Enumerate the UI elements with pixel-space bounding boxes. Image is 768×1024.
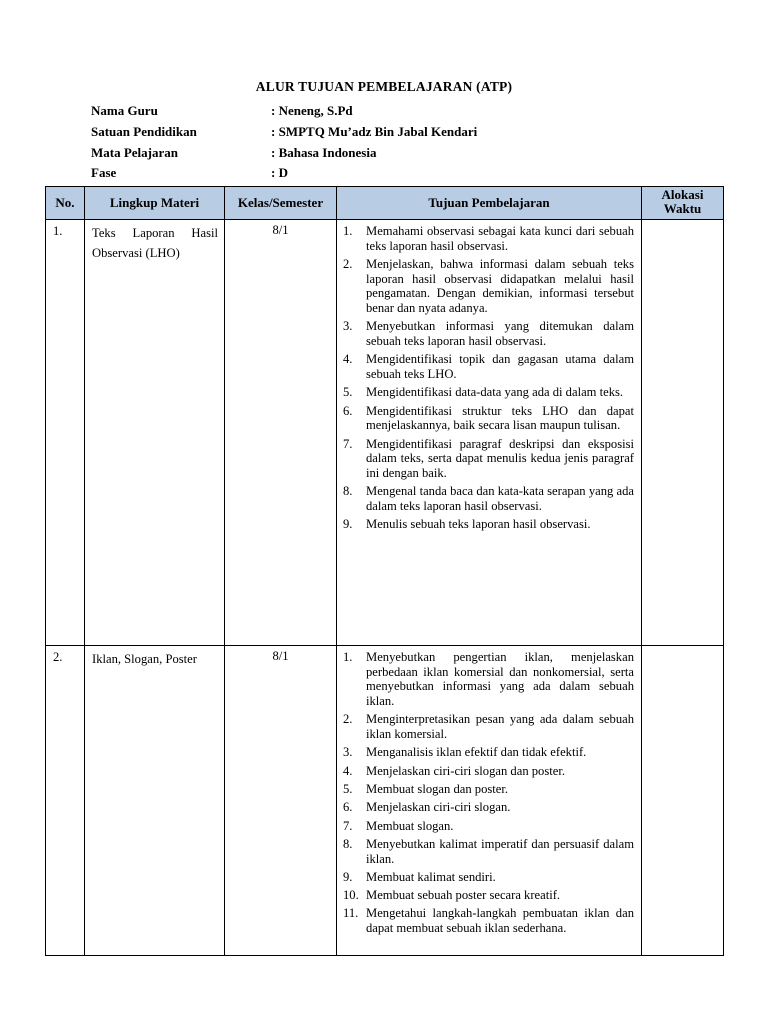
- row-number: 1.: [46, 220, 85, 646]
- meta-value: : Bahasa Indonesia: [271, 145, 377, 160]
- row-alokasi-waktu: [642, 220, 724, 646]
- meta-label: Fase: [91, 165, 117, 180]
- row-number: 2.: [46, 646, 85, 956]
- row-tujuan-pembelajaran: [337, 646, 642, 956]
- list-item: 8. Menyebutkan kalimat imperatif dan persuasif dalam iklan.: [343, 836, 634, 866]
- header-kelas-semester: Kelas/Semester: [225, 187, 337, 220]
- table-header-row: [46, 187, 724, 220]
- list-item: 5. Mengidentifikasi data-data yang ada di dalam teks.: [343, 385, 624, 400]
- row-kelas-semester: 8/1: [225, 220, 337, 646]
- atp-table: [45, 186, 724, 956]
- row-alokasi-waktu: [642, 646, 724, 956]
- row-kelas-semester: 8/1: [225, 646, 337, 956]
- list-item: 6. Mengidentifikasi struktur teks LHO dan dapat menjelaskannya, baik secara lisan maupun tulisan.: [343, 403, 634, 433]
- row-lingkup-materi: Iklan, Slogan, Poster: [85, 646, 225, 956]
- list-item: 11. Mengetahui langkah-langkah pembuatan iklan dan dapat membuat sebuah iklan sederhana.: [343, 906, 634, 936]
- list-item: 3. Menyebutkan informasi yang ditemukan dalam sebuah teks laporan hasil observasi.: [343, 319, 634, 349]
- list-item: 6. Menjelaskan ciri-ciri slogan.: [343, 800, 511, 815]
- meta-value: : SMPTQ Mu’adz Bin Jabal Kendari: [271, 124, 478, 139]
- meta-value: : Neneng, S.Pd: [271, 103, 353, 118]
- meta-value: : D: [271, 165, 288, 180]
- meta-label: Satuan Pendidikan: [91, 124, 197, 139]
- document-title: ALUR TUJUAN PEMBELAJARAN (ATP): [255, 79, 513, 94]
- list-item: 7. Membuat slogan.: [343, 818, 454, 833]
- list-item: 7. Mengidentifikasi paragraf deskripsi dan eksposisi dalam teks, serta dapat menulis kedua jenis paragraf ini dengan baik.: [343, 436, 634, 481]
- header-tujuan-pembelajaran: Tujuan Pembelajaran: [337, 187, 642, 220]
- table-row: [46, 220, 724, 646]
- table-row: [46, 646, 724, 956]
- list-item: 2. Menjelaskan, bahwa informasi dalam sebuah teks laporan hasil observasi didapatkan melalui hasil pengamatan. Dengan demikian, informasi tersebut benar dan nyata adanya.: [343, 257, 634, 316]
- list-item: 8. Mengenal tanda baca dan kata-kata serapan yang ada dalam teks laporan hasil observasi.: [343, 484, 634, 514]
- list-item: 10. Membuat sebuah poster secara kreatif.: [343, 888, 561, 903]
- list-item: 4. Mengidentifikasi topik dan gagasan utama dalam sebuah teks LHO.: [343, 352, 634, 382]
- list-item: 9. Menulis sebuah teks laporan hasil observasi.: [343, 517, 591, 532]
- list-item: 1. Menyebutkan pengertian iklan, menjelaskan perbedaan iklan komersial dan nonkomersial, serta menyebutkan informasi yang ada dalam sebuah iklan.: [343, 650, 634, 709]
- tujuan-list: [343, 650, 634, 936]
- list-item: 9. Membuat kalimat sendiri.: [343, 869, 496, 884]
- row-tujuan-pembelajaran: [337, 220, 642, 646]
- header-lingkup-materi: Lingkup Materi: [85, 187, 225, 220]
- meta-label: Mata Pelajaran: [91, 145, 179, 160]
- header-alokasi-waktu: Alokasi Waktu: [642, 187, 724, 220]
- list-item: 5. Membuat slogan dan poster.: [343, 782, 509, 796]
- header-no: No.: [46, 187, 85, 220]
- tujuan-list: [343, 224, 634, 532]
- list-item: 2. Menginterpretasikan pesan yang ada dalam sebuah iklan komersial.: [343, 712, 634, 742]
- row-lingkup-materi: Teks Laporan Hasil Observasi (LHO): [85, 220, 225, 646]
- meta-label: Nama Guru: [91, 103, 158, 118]
- list-item: 1. Memahami observasi sebagai kata kunci dari sebuah teks laporan hasil observasi.: [343, 224, 634, 253]
- list-item: 3. Menganalisis iklan efektif dan tidak efektif.: [343, 745, 587, 760]
- list-item: 4. Menjelaskan ciri-ciri slogan dan poster.: [343, 763, 565, 778]
